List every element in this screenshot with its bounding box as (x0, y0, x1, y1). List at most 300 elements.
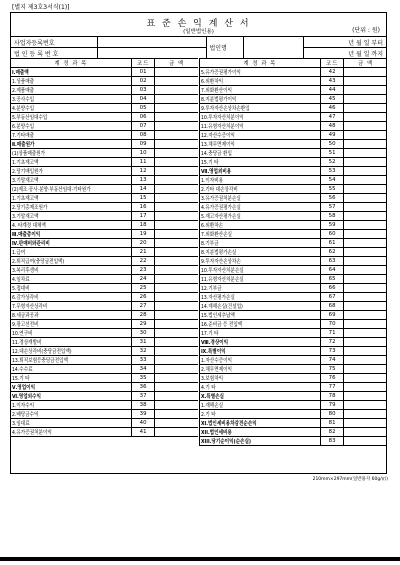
account-row (11, 203, 198, 212)
amount-field[interactable] (344, 293, 387, 302)
account-label: 3.기말재고액 (12, 178, 39, 184)
account-row (200, 419, 387, 428)
account-row (200, 320, 387, 329)
account-label: 12.자산수증이익 (201, 133, 235, 139)
account-row (11, 158, 198, 167)
amount-field[interactable] (155, 149, 198, 158)
account-code: 83 (320, 437, 344, 446)
account-label: 12.기부금 (201, 286, 222, 292)
income-statement-form (10, 12, 387, 474)
account-code: 57 (320, 203, 344, 212)
amount-field[interactable] (155, 239, 198, 248)
account-code: 30 (131, 329, 155, 338)
account-code: 64 (320, 266, 344, 275)
account-label: 1.재해손실 (201, 403, 224, 409)
amount-field[interactable] (155, 194, 198, 203)
amount-field[interactable] (155, 230, 198, 239)
account-row (200, 68, 387, 77)
account-code: 73 (320, 347, 344, 356)
account-row (11, 347, 198, 356)
amount-field[interactable] (344, 365, 387, 374)
account-row (11, 293, 198, 302)
account-row (11, 77, 198, 86)
amount-field[interactable] (344, 77, 387, 86)
amount-field[interactable] (155, 383, 198, 392)
account-code: 74 (320, 356, 344, 365)
account-code: 45 (320, 95, 344, 104)
amount-field[interactable] (344, 149, 387, 158)
amount-field[interactable] (155, 284, 198, 293)
account-row (11, 302, 198, 311)
account-label: 4.임차료 (12, 277, 30, 283)
account-code: 32 (131, 347, 155, 356)
account-label: Ⅰ.매출액 (12, 70, 29, 76)
account-code: 24 (131, 275, 155, 284)
account-row (200, 284, 387, 293)
account-code: 72 (320, 338, 344, 347)
amount-field[interactable] (344, 383, 387, 392)
account-label: 8.기부금 (201, 241, 219, 247)
amount-field[interactable] (155, 356, 198, 365)
account-row (200, 311, 387, 320)
amount-field[interactable] (155, 374, 198, 383)
amount-field[interactable] (344, 95, 387, 104)
account-row (200, 140, 387, 149)
account-code: 69 (320, 311, 344, 320)
amount-field[interactable] (344, 68, 387, 77)
amount-field[interactable] (344, 410, 387, 419)
header-account: 계 정 과 목 (200, 59, 320, 68)
account-row (11, 356, 198, 365)
account-label: 14.수수료 (12, 367, 33, 373)
account-label: Ⅹ.특별손실 (201, 394, 224, 400)
account-code: 76 (320, 374, 344, 383)
account-row (200, 203, 387, 212)
account-label: 1.이자비용 (201, 178, 224, 184)
account-label: 1.기초재고액 (12, 196, 39, 202)
account-label: 7.무형자산상각비 (12, 304, 48, 310)
account-row (11, 311, 198, 320)
account-row (11, 383, 198, 392)
account-row (11, 365, 198, 374)
account-label: 2.기타 대손상각비 (201, 187, 238, 193)
amount-field[interactable] (155, 428, 198, 437)
account-label: 8.지분법평가이익 (201, 97, 237, 103)
amount-field[interactable] (344, 203, 387, 212)
corp-name-field[interactable] (244, 37, 304, 59)
amount-field[interactable] (344, 401, 387, 410)
amount-field[interactable] (155, 410, 198, 419)
account-label: Ⅳ.판매비와관리비 (12, 241, 50, 247)
account-code: 58 (320, 212, 344, 221)
account-code: 77 (320, 383, 344, 392)
account-code: 15 (131, 194, 155, 203)
account-row (11, 167, 198, 176)
amount-field[interactable] (344, 113, 387, 122)
account-row (200, 257, 387, 266)
amount-field[interactable] (155, 167, 198, 176)
amount-field[interactable] (344, 311, 387, 320)
account-label: 1.급여 (12, 250, 26, 256)
account-code: 82 (320, 428, 344, 437)
account-code: 65 (320, 275, 344, 284)
amount-field[interactable] (344, 329, 387, 338)
account-row (11, 410, 198, 419)
account-code: 20 (131, 239, 155, 248)
account-code: 40 (131, 419, 155, 428)
corp-name-label: 법인명 (206, 37, 244, 59)
amount-field[interactable] (344, 176, 387, 185)
account-code: 49 (320, 131, 344, 140)
account-code: 59 (320, 221, 344, 230)
amount-field[interactable] (344, 239, 387, 248)
account-label: (1)상품매출원가 (12, 151, 46, 157)
account-row (11, 275, 198, 284)
account-row (200, 194, 387, 203)
account-label: 16.준비금 등 전입액 (201, 322, 243, 328)
account-row (11, 176, 198, 185)
account-label: XII.법인세비용 (201, 430, 232, 436)
account-row (11, 212, 198, 221)
unit-label: (단위 : 원) (352, 27, 380, 34)
account-row (200, 401, 387, 410)
amount-field[interactable] (155, 86, 198, 95)
amount-field[interactable] (344, 437, 387, 446)
amount-field[interactable] (344, 338, 387, 347)
account-code: 07 (131, 122, 155, 131)
amount-field[interactable] (155, 131, 198, 140)
account-code: 16 (131, 203, 155, 212)
account-label: 11.경상개발비 (12, 340, 42, 346)
account-label: 2.당기매입원가 (12, 169, 43, 175)
amount-field[interactable] (344, 266, 387, 275)
account-row (200, 302, 387, 311)
account-label: 14.재해손실(건설업) (201, 304, 243, 310)
account-code: 08 (131, 131, 155, 140)
account-code: 78 (320, 392, 344, 401)
paper-spec-note: 210mm×297mm(일반용지 60g/㎡) (312, 477, 388, 482)
account-label: 15.기 타 (201, 160, 219, 166)
account-label: 3.공사수입 (12, 97, 35, 103)
account-row (200, 428, 387, 437)
account-row (11, 68, 198, 77)
amount-field[interactable] (155, 212, 198, 221)
amount-field[interactable] (344, 230, 387, 239)
account-row (200, 185, 387, 194)
left-column (11, 58, 198, 437)
account-label: 7.기타매출 (12, 133, 35, 139)
account-code: 21 (131, 248, 155, 257)
account-row (11, 86, 198, 95)
account-code: 28 (131, 311, 155, 320)
account-code: 27 (131, 302, 155, 311)
amount-field[interactable] (155, 338, 198, 347)
header-code: 코드 (320, 59, 344, 68)
account-row (11, 320, 198, 329)
account-row (11, 338, 198, 347)
amount-field[interactable] (344, 356, 387, 365)
account-label: 11.유형자산처분이익 (201, 124, 244, 130)
account-code: 67 (320, 293, 344, 302)
amount-field[interactable] (155, 113, 198, 122)
amount-field[interactable] (155, 320, 198, 329)
account-label: 8.세금과공과 (12, 313, 39, 319)
account-label: 6.감가상각비 (12, 295, 39, 301)
account-row (200, 392, 387, 401)
amount-field[interactable] (155, 293, 198, 302)
account-code: 68 (320, 302, 344, 311)
account-label: 3.임대료 (12, 421, 30, 427)
biz-reg-field[interactable] (97, 37, 206, 48)
amount-field[interactable] (344, 284, 387, 293)
amount-field[interactable] (155, 266, 198, 275)
account-code: 12 (131, 167, 155, 176)
account-label: 5.접대비 (12, 286, 30, 292)
account-label: 2.제품매출 (12, 88, 35, 94)
amount-field[interactable] (155, 311, 198, 320)
amount-field[interactable] (155, 302, 198, 311)
account-code: 31 (131, 338, 155, 347)
account-code: 71 (320, 329, 344, 338)
bottom-border (0, 557, 400, 561)
account-label: 2.당기총제조원가 (12, 205, 48, 211)
amount-field[interactable] (155, 329, 198, 338)
amount-field[interactable] (344, 131, 387, 140)
period-from: 년 월 일 부터 (304, 37, 387, 48)
amount-field[interactable] (344, 302, 387, 311)
account-label: 15.기 타 (12, 376, 30, 382)
account-label: 1.이자수익 (12, 403, 35, 409)
account-row (200, 212, 387, 221)
account-code: 18 (131, 221, 155, 230)
right-account-table (200, 58, 387, 446)
account-label: 2.퇴직급여(충당금전입액) (12, 259, 65, 265)
amount-field[interactable] (155, 365, 198, 374)
amount-field[interactable] (155, 176, 198, 185)
account-row (200, 275, 387, 284)
account-code: 05 (131, 104, 155, 113)
corp-reg-field[interactable] (97, 48, 206, 59)
amount-field[interactable] (344, 428, 387, 437)
account-row (200, 329, 387, 338)
account-label: XIII.당기순이익(순손실) (201, 439, 251, 445)
account-row (200, 104, 387, 113)
account-label: 3.복리후생비 (12, 268, 39, 274)
amount-field[interactable] (155, 275, 198, 284)
account-code: 04 (131, 95, 155, 104)
account-label: (2)제조·공사·분양·부동산임대·기타원가 (12, 187, 91, 193)
amount-field[interactable] (344, 194, 387, 203)
account-code: 06 (131, 113, 155, 122)
account-code: 60 (320, 230, 344, 239)
amount-field[interactable] (344, 320, 387, 329)
account-label: 4. 타계정 대체액 (12, 223, 46, 229)
account-code: 37 (131, 392, 155, 401)
account-row (200, 158, 387, 167)
right-column (199, 58, 387, 446)
account-row (200, 221, 387, 230)
account-row (11, 140, 198, 149)
account-label: XI.법인세비용차감전순손익 (201, 421, 257, 427)
account-label: 11.유형자산처분손실 (201, 277, 244, 283)
amount-field[interactable] (155, 104, 198, 113)
account-label: 9.광고선전비 (12, 322, 39, 328)
amount-field[interactable] (344, 104, 387, 113)
amount-field[interactable] (155, 248, 198, 257)
account-row (200, 347, 387, 356)
account-code: 33 (131, 356, 155, 365)
account-code: 62 (320, 248, 344, 257)
account-label: 13.퇴직보험등충당금전입액 (12, 358, 68, 364)
account-row (11, 239, 198, 248)
account-label: 2.채무면제이익 (201, 367, 232, 373)
amount-field[interactable] (155, 392, 198, 401)
corp-reg-label: 법 인 등 록 번 호 (11, 48, 97, 59)
account-code: 26 (131, 293, 155, 302)
account-label: 4.유가증권처분이익 (12, 430, 52, 436)
account-row (200, 365, 387, 374)
account-label: 10.투자자산처분이익 (201, 115, 244, 121)
account-label: 10.투자자산처분손실 (201, 268, 244, 274)
account-code: 54 (320, 176, 344, 185)
account-label: Ⅱ.매출원가 (12, 142, 35, 148)
left-account-table (11, 58, 198, 437)
amount-field[interactable] (344, 347, 387, 356)
account-label: 5.유가증권평가이익 (201, 70, 241, 76)
account-row (200, 410, 387, 419)
account-label: 4.기 타 (201, 385, 216, 391)
amount-field[interactable] (155, 77, 198, 86)
account-code: 41 (131, 428, 155, 437)
account-label: 4.분양수입 (12, 106, 35, 112)
amount-field[interactable] (344, 158, 387, 167)
account-row (200, 167, 387, 176)
account-row (200, 437, 387, 446)
account-row (11, 266, 198, 275)
amount-field[interactable] (344, 167, 387, 176)
account-label: 9.투자자산손상차손 (201, 259, 241, 265)
account-row (200, 239, 387, 248)
account-row (11, 149, 198, 158)
account-row (11, 257, 198, 266)
account-code: 29 (131, 320, 155, 329)
form-number: [별지 제3호3서식(1)] (12, 4, 70, 11)
account-row (200, 176, 387, 185)
account-code: 44 (320, 86, 344, 95)
amount-field[interactable] (155, 419, 198, 428)
account-label: 5.부동산임대수입 (12, 115, 48, 121)
account-code: 80 (320, 410, 344, 419)
account-label: 6.외환차익 (201, 79, 224, 85)
amount-field[interactable] (155, 95, 198, 104)
account-row (11, 95, 198, 104)
amount-field[interactable] (344, 140, 387, 149)
amount-field[interactable] (344, 248, 387, 257)
account-label: 14.충당금 환입 (201, 151, 232, 157)
account-row (200, 95, 387, 104)
amount-field[interactable] (344, 374, 387, 383)
account-row (11, 428, 198, 437)
amount-field[interactable] (155, 140, 198, 149)
account-code: 25 (131, 284, 155, 293)
account-code: 55 (320, 185, 344, 194)
amount-field[interactable] (344, 275, 387, 284)
amount-field[interactable] (155, 257, 198, 266)
account-code: 14 (131, 185, 155, 194)
account-code: 13 (131, 176, 155, 185)
amount-field[interactable] (155, 347, 198, 356)
account-row (200, 374, 387, 383)
account-label: 3.기말재고액 (12, 214, 39, 220)
account-code: 09 (131, 140, 155, 149)
account-row (11, 221, 198, 230)
account-label: 2.기 타 (201, 412, 216, 418)
period-to: 년 월 일 까지 (304, 48, 387, 59)
amount-field[interactable] (344, 122, 387, 131)
account-row (200, 113, 387, 122)
amount-field[interactable] (344, 257, 387, 266)
account-code: 42 (320, 68, 344, 77)
header-amount: 금 액 (155, 59, 198, 68)
form-subtitle: (일반법인용) (183, 29, 214, 35)
amount-field[interactable] (155, 122, 198, 131)
account-code: 52 (320, 158, 344, 167)
account-code: 81 (320, 419, 344, 428)
account-code: 61 (320, 239, 344, 248)
amount-field[interactable] (344, 185, 387, 194)
amount-field[interactable] (344, 221, 387, 230)
amount-field[interactable] (155, 185, 198, 194)
amount-field[interactable] (155, 68, 198, 77)
amount-field[interactable] (344, 392, 387, 401)
account-code: 22 (131, 257, 155, 266)
account-code: 48 (320, 122, 344, 131)
account-code: 53 (320, 167, 344, 176)
account-code: 17 (131, 212, 155, 221)
account-label: Ⅵ.영업외수익 (12, 394, 41, 400)
amount-field[interactable] (155, 203, 198, 212)
account-label: 7.외화환산이익 (201, 88, 232, 94)
account-label: 7.외화환산손실 (201, 232, 232, 238)
account-code: 63 (320, 257, 344, 266)
account-code: 56 (320, 194, 344, 203)
account-code: 35 (131, 374, 155, 383)
amount-field[interactable] (155, 221, 198, 230)
account-row (11, 194, 198, 203)
amount-field[interactable] (155, 158, 198, 167)
account-label: 4.유가증권평가손실 (201, 205, 241, 211)
account-row (11, 374, 198, 383)
account-row (200, 86, 387, 95)
account-code: 19 (131, 230, 155, 239)
account-code: 39 (131, 410, 155, 419)
account-row (11, 392, 198, 401)
account-label: 3.유가증권처분손실 (201, 196, 241, 202)
amount-field[interactable] (344, 212, 387, 221)
amount-field[interactable] (344, 419, 387, 428)
amount-field[interactable] (155, 401, 198, 410)
account-row (11, 230, 198, 239)
header-amount: 금 액 (344, 59, 387, 68)
account-row (11, 419, 198, 428)
account-row (11, 284, 198, 293)
account-label: 13.자산평가손실 (201, 295, 235, 301)
account-row (11, 329, 198, 338)
account-row (11, 122, 198, 131)
account-row (11, 131, 198, 140)
amount-field[interactable] (344, 86, 387, 95)
account-row (200, 149, 387, 158)
